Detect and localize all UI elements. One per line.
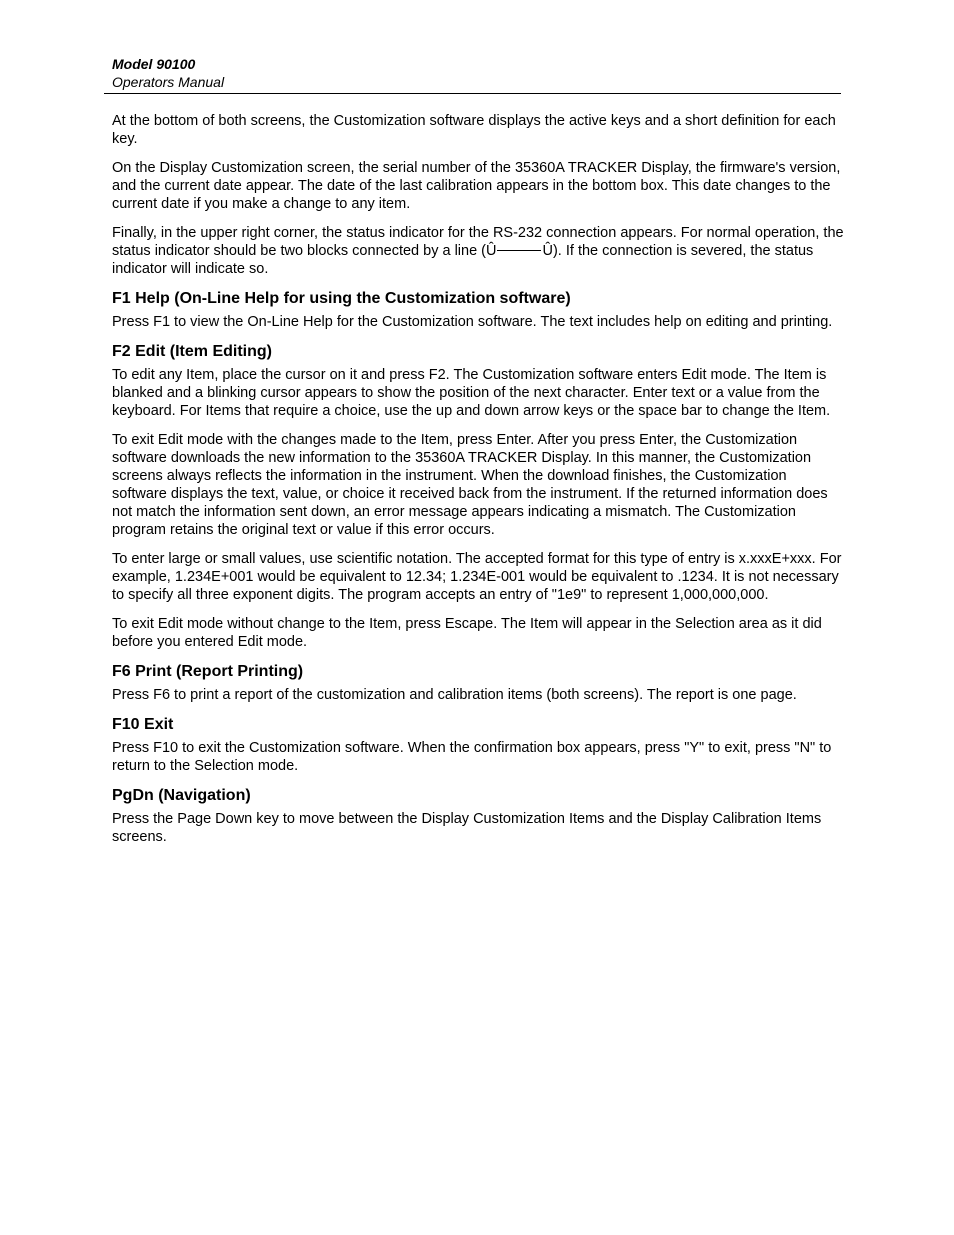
f6-paragraph-1: Press F6 to print a report of the customization and calibration items (both screens). The report is one page. bbox=[112, 687, 797, 703]
header-manual: Operators Manual bbox=[112, 74, 225, 90]
section-heading-f6: F6 Print (Report Printing) bbox=[112, 663, 304, 680]
status-block-right: Û bbox=[542, 243, 553, 259]
section-heading-f1: F1 Help (On-Line Help for using the Customization software) bbox=[112, 290, 571, 307]
header-model: Model 90100 bbox=[112, 56, 196, 72]
section-heading-pgdn: PgDn (Navigation) bbox=[112, 787, 251, 804]
f2-paragraph-2: To exit Edit mode with the changes made to the Item, press Enter. After you press Enter, the Customization software downloads the new information to the 35360A TRACKER Display. In this manner, the Customization screens always reflects the information in the instrument. When the download finishes, the Customization software displays the text, value, or choice it received back from the instrument. If the returned information does not match the information sent down, an error message appears indicating a mismatch. The Customization program retains the original text or value if this error occurs. bbox=[112, 432, 828, 538]
intro-paragraph-3 bbox=[112, 224, 844, 278]
status-block-left: Û bbox=[486, 243, 497, 259]
f2-paragraph-3: To enter large or small values, use scientific notation. The accepted format for this type of entry is x.xxxE+xxx. For example, 1.234E+001 would be equivalent to 12.34; 1.234E-001 would be equivalent to .1234. It is not necessary to specify all three exponent digits. The program accepts an entry of "1e9" to represent 1,000,000,000. bbox=[112, 551, 842, 603]
running-header bbox=[104, 55, 841, 94]
f2-paragraph-4: To exit Edit mode without change to the Item, press Escape. The Item will appear in the Selection area as it did before you entered Edit mode. bbox=[112, 616, 822, 650]
status-connector-line bbox=[497, 250, 541, 251]
section-heading-f2: F2 Edit (Item Editing) bbox=[112, 343, 272, 360]
status-indicator-glyph bbox=[486, 242, 553, 260]
pgdn-paragraph-1: Press the Page Down key to move between the Display Customization Items and the Display Calibration Items screens. bbox=[112, 811, 822, 845]
f10-paragraph-1: Press F10 to exit the Customization software. When the confirmation box appears, press "Y" to exit, press "N" to return to the Selection mode. bbox=[112, 740, 832, 774]
f2-paragraph-1: To edit any Item, place the cursor on it and press F2. The Customization software enters Edit mode. The Item is blanked and a blinking cursor appears to show the position of the next character. Enter text or a value from the keyboard. For Items that require a choice, use the up and down arrow keys or the space bar to change the Item. bbox=[112, 367, 831, 419]
intro-paragraph-2: On the Display Customization screen, the serial number of the 35360A TRACKER Display, the firmware's version, and the current date appear. The date of the last calibration appears in the bottom box. This date changes to the current date if you make a change to any item. bbox=[112, 160, 841, 212]
f1-paragraph-1: Press F1 to view the On-Line Help for the Customization software. The text includes help on editing and printing. bbox=[112, 314, 833, 330]
section-heading-f10: F10 Exit bbox=[112, 716, 174, 733]
page-content bbox=[112, 112, 844, 857]
status-text-after: ). If the connection is severed, the status indicator will indicate so. bbox=[112, 243, 814, 277]
status-text-before: Finally, in the upper right corner, the status indicator for the RS-232 connection appears. For normal operation, the status indicator should be two blocks connected by a line ( bbox=[112, 225, 844, 259]
intro-paragraph-1: At the bottom of both screens, the Customization software displays the active keys and a short definition for each key. bbox=[112, 113, 836, 147]
